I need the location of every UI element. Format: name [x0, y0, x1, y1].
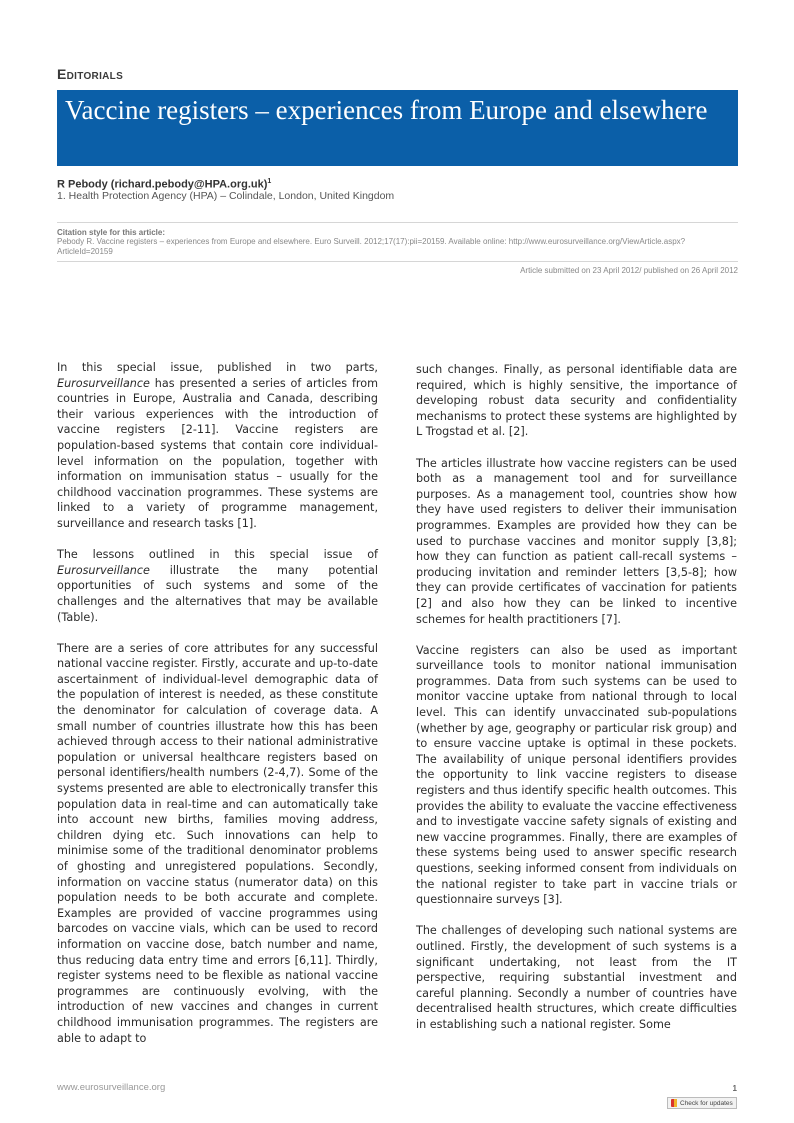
paragraph: Vaccine registers can also be used as important surveillance tools to monitor national immunisation programmes. Data from such systems can be used to monitor vaccine uptake from national through to local level. This can identify unvaccinated sub-populations (whether by age, geography or particular risk group) and to ensure vaccine uptake is optimal in these pockets. The availability of unique personal identifiers provides the opportunity to link vaccine registers to disease registers and thus identify specific health outcomes. This provides the ability to evaluate the vaccine effectiveness and to investigate vaccine safety signals of existing and new vaccine programmes. Finally, there are examples of these systems being used to answer specific research questions, seeking informed consent from individuals on the national register to take part in vaccine trials or questionnaire surveys [3].: [416, 643, 737, 907]
paragraph: The articles illustrate how vaccine registers can be used both as a management tool and for surveillance purposes. As a management tool, countries show how they have used registers to deliver their immunisation programmes. Examples are provided how they can be used to purchase vaccines and monitor supply [3,8]; how they can function as patient call-recall systems – producing invitation and reminder letters [3,5-8]; how they can provide certificates of vaccination for patients [2] and also how they can be linked to incentive schemes for health practitioners [7].: [416, 456, 737, 626]
citation-text: Pebody R. Vaccine registers – experiences from Europe and elsewhere. Euro Surveill. 2012;17(17):pii=20159. Available online: http://www.eurosurveillance.org/ViewArticle.aspx?ArticleId=20159: [57, 237, 686, 256]
section-label: Editorials: [57, 66, 124, 82]
journal-name: Eurosurveillance: [57, 376, 150, 390]
paragraph: The challenges of developing such national systems are outlined. Firstly, the development of such systems is a significant undertaking, not least from the IT perspective, requiring substantial investment and careful planning. Secondly a number of countries have decentralised health structures, which create difficulties in establishing such a national register. Some: [416, 924, 737, 1031]
citation-heading: Citation style for this article:: [57, 228, 166, 237]
affiliation-mark: 1: [267, 178, 272, 185]
paragraph: such changes. Finally, as personal identifiable data are required, which is highly sensitive, the importance of developing robust data security and confidentiality mechanisms to protect these systems are highlighted by L Trogstad et al. [2].: [416, 363, 737, 439]
article-title: Vaccine registers – experiences from Europe and elsewhere: [65, 95, 708, 125]
body-column-right: [416, 362, 737, 1048]
divider-top: [57, 222, 738, 223]
paragraph: The lessons outlined in this special issue of Eurosurveillance illustrate the many potential opportunities of such systems and some of the challenges and the alternatives that may be available (Table).: [57, 548, 378, 624]
footer-url[interactable]: www.eurosurveillance.org: [57, 1082, 166, 1093]
title-banner: [57, 90, 738, 166]
journal-name: Eurosurveillance: [57, 563, 150, 577]
submission-dates: Article submitted on 23 April 2012/ published on 26 April 2012: [520, 266, 738, 275]
crossmark-icon: [671, 1099, 677, 1107]
check-for-updates-label: Check for updates: [680, 1099, 733, 1107]
paragraph: In this special issue, published in two parts, Eurosurveillance has presented a series of articles from countries in Europe, Australia and Canada, describing their various experiences with the introduction of vaccine registers [2-11]. Vaccine registers are population-based systems that contain core individual-level information on the population, together with information on immunisation status – usually for the childhood vaccination programmes. These systems are linked to a variety of programme management, surveillance and research tasks [1].: [57, 361, 378, 530]
check-for-updates-button[interactable]: [667, 1097, 737, 1109]
author-affiliation: 1. Health Protection Agency (HPA) – Colindale, London, United Kingdom: [57, 190, 395, 202]
author-name: R Pebody (richard.pebody@HPA.org.uk): [57, 178, 268, 191]
paragraph: There are a series of core attributes for any successful national vaccine register. Firstly, accurate and up-to-date ascertainment of individual-level demographic data of the population of interest is needed, as these constitute the denominator for calculation of coverage data. A small number of countries illustrate how this has been achieved through access to their national administrative population or universal healthcare registers based on personal identifiers/health numbers (2-4,7). Some of the systems presented are able to electronically transfer this population data in real-time and can automatically take into account new births, families moving address, children dying etc. Such innovations can help to minimise some of the traditional denominator problems of ghosting and unregistered populations. Secondly, information on vaccine status (numerator data) on this population needs to be both accurate and complete. Examples are provided of vaccine programmes using barcodes on vaccine vials, which can be used to record information on vaccine dose, batch number and name, thus reducing data entry time and errors [6,11]. Thirdly, register systems need to be flexible as national vaccine programmes are continuously evolving, with the introduction of new vaccines and changes in current childhood immunisation programmes. The registers are able to adapt to: [57, 641, 378, 1045]
body-column-left: [57, 360, 378, 1062]
divider-bottom: [57, 261, 738, 262]
author-line: [57, 178, 271, 191]
page-number: 1: [732, 1084, 737, 1093]
